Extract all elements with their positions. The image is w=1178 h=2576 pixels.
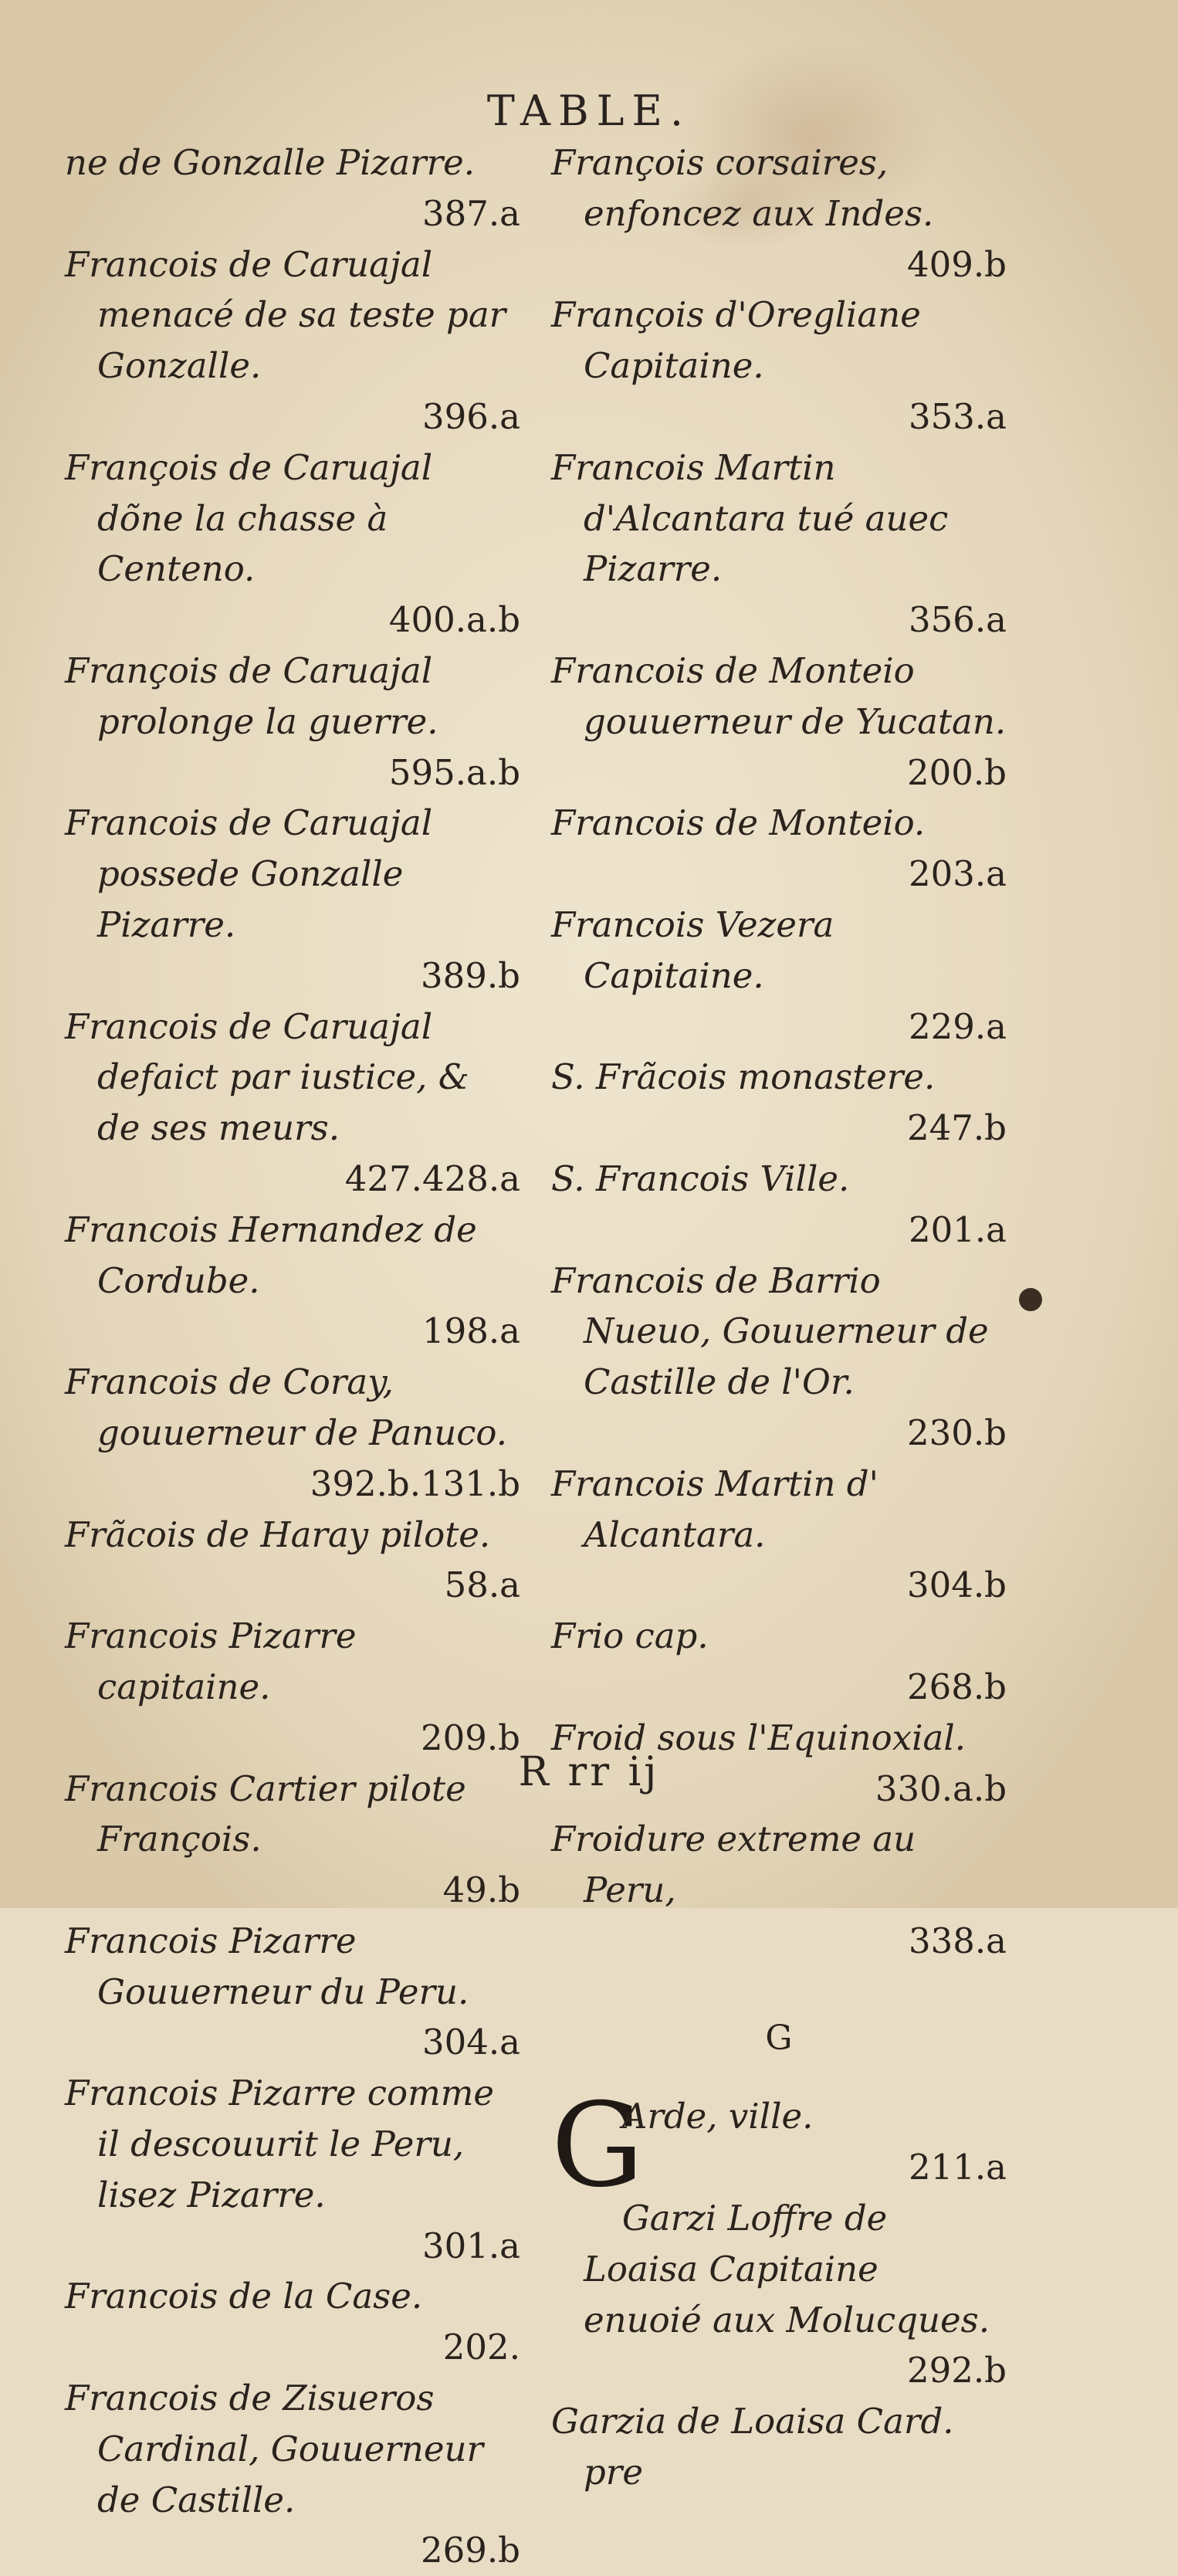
entry-page-ref: 58.a	[444, 1564, 520, 1606]
left-column	[65, 137, 520, 2576]
entry-page-ref: 389.b	[420, 954, 520, 996]
entry-text: Francois Pizarre capitaine.	[65, 1615, 357, 1707]
entry-page-ref: 301.a	[421, 2225, 520, 2266]
entry-text: Francois Martin d'Alcantara tué auec Pizarre.	[551, 446, 949, 590]
index-entry	[65, 1916, 520, 2068]
entry-text: S. Francois Ville.	[551, 1158, 850, 1199]
entry-text: François de Caruajal dõne la chasse à Centeno.	[65, 446, 433, 590]
entry-page-ref: 427.428.a	[344, 1158, 520, 1199]
entry-page-ref: 211.a	[908, 2147, 1007, 2188]
entry-text: Arde, ville.	[621, 2096, 814, 2137]
entry-page-ref: 200.b	[906, 751, 1007, 793]
signature-mark: R rr ij	[518, 1749, 660, 1795]
index-entry	[65, 239, 520, 442]
entry-text: Francois de Caruajal menacé de sa teste par Gonzalle.	[65, 243, 506, 387]
index-entry	[551, 1154, 1007, 1256]
index-entry	[551, 442, 1007, 646]
entry-text: Francois de Monteio.	[551, 802, 926, 844]
entry-text: Francois de la Case.	[65, 2276, 423, 2317]
entry-text: Froid sous l'Equinoxial.	[551, 1717, 966, 1758]
entry-page-ref: 229.a	[908, 1005, 1007, 1047]
entry-text: Francois Cartier pilote François.	[65, 1768, 466, 1860]
entry-text: Francois de Caruajal defaict par iustice, & de ses meurs.	[65, 1005, 469, 1149]
section-letter: G	[765, 2018, 793, 2058]
entry-text: Frio cap.	[551, 1615, 709, 1657]
index-entry	[65, 1357, 520, 1509]
index-entry	[551, 1256, 1007, 1459]
entry-text: Francois Pizarre Gouuerneur du Peru.	[65, 1920, 469, 2012]
index-entry	[551, 290, 1007, 442]
entry-text: Francois de Caruajal possede Gonzalle Pizarre.	[65, 802, 433, 945]
index-entry	[65, 442, 520, 646]
index-entry	[65, 1611, 520, 1763]
index-entry	[551, 2193, 1007, 2396]
entry-page-ref: 304.b	[906, 1564, 1007, 1606]
index-entry	[65, 798, 520, 1001]
entry-text: Francois Martin d' Alcantara.	[551, 1463, 878, 1555]
entry-text: Francois Pizarre comme il descouurit le Peru, lisez Pizarre.	[65, 2073, 495, 2215]
index-entry	[551, 900, 1007, 1052]
entry-page-ref: 304.a	[421, 2022, 520, 2063]
index-entry	[551, 798, 1007, 900]
entry-page-ref: 387.a	[421, 192, 520, 234]
index-entry	[551, 1611, 1007, 1713]
entry-text: ne de Gonzalle Pizarre.	[65, 142, 476, 183]
entry-text: Frãcois de Haray pilote.	[65, 1513, 491, 1555]
entry-page-ref: 230.b	[906, 1412, 1007, 1453]
entry-text: François corsaires, enfoncez aux Indes.	[551, 142, 934, 234]
entry-page-ref: 396.a	[421, 395, 520, 437]
index-entry	[65, 2271, 520, 2373]
entry-text: Garzia de Loaisa Card. pre	[551, 2401, 954, 2493]
entry-text: François d'Oregliane Capitaine.	[551, 294, 921, 387]
entry-page-ref: 595.a.b	[388, 751, 520, 793]
index-entry	[551, 1459, 1007, 1611]
index-entry	[65, 137, 520, 239]
entry-page-ref: 400.a.b	[388, 599, 520, 641]
index-entry	[65, 1205, 520, 1357]
index-entry	[65, 1510, 520, 1612]
entry-page-ref: 202.	[442, 2327, 520, 2368]
index-entry	[551, 1052, 1007, 1154]
entry-text: Francois de Coray, gouuerneur de Panuco.	[65, 1361, 508, 1453]
index-entry	[551, 1814, 1007, 1966]
entry-page-ref: 247.b	[906, 1107, 1007, 1149]
index-entry	[65, 646, 520, 798]
dropcap-block	[551, 2079, 1007, 2497]
entry-page-ref: 268.b	[906, 1666, 1007, 1707]
entry-page-ref: 209.b	[420, 1717, 520, 1758]
index-entry	[65, 1002, 520, 1205]
entry-text: François de Caruajal prolonge la guerre.	[65, 649, 438, 742]
entry-page-ref: 409.b	[906, 243, 1007, 285]
entry-page-ref: 201.a	[908, 1208, 1007, 1250]
entry-text: Garzi Loffre de Loaisa Capitaine enuoié aux Molucques.	[584, 2198, 990, 2340]
index-entry	[551, 137, 1007, 290]
entry-page-ref: 203.a	[908, 853, 1007, 895]
entry-page-ref: 338.a	[908, 1920, 1007, 1961]
entry-page-ref: 269.b	[420, 2530, 520, 2571]
entry-text: Francois de Monteio gouuerneur de Yucatan.	[551, 649, 1007, 742]
entry-page-ref: 353.a	[908, 395, 1007, 437]
entry-page-ref: 198.a	[421, 1310, 520, 1352]
entry-text: Froidure extreme au Peru,	[551, 1818, 916, 1911]
drop-cap: G	[551, 2079, 644, 2214]
entry-page-ref: 356.a	[908, 599, 1007, 641]
index-entry	[65, 2068, 520, 2271]
index-entry	[65, 2373, 520, 2576]
entry-page-ref: 292.b	[906, 2350, 1007, 2391]
entry-page-ref: 330.a.b	[875, 1768, 1007, 1809]
entry-text: Francois Vezera Capitaine.	[551, 903, 834, 996]
right-column	[551, 137, 1007, 2498]
index-entry	[551, 2396, 1007, 2498]
index-entry	[551, 646, 1007, 798]
ink-blot-icon	[1019, 1288, 1042, 1311]
entry-text: S. Frãcois monastere.	[551, 1056, 936, 1098]
page-header: TABLE.	[486, 86, 692, 135]
entry-page-ref: 49.b	[442, 1869, 520, 1911]
entry-text: Francois de Barrio Nueuo, Gouuerneur de Castille de l'Or.	[551, 1259, 989, 1403]
entry-page-ref: 392.b.131.b	[310, 1463, 520, 1504]
entry-text: Francois Hernandez de Cordube.	[65, 1208, 477, 1301]
entry-text: Francois de Zisueros Cardinal, Gouuerneur de Castille.	[65, 2378, 484, 2520]
